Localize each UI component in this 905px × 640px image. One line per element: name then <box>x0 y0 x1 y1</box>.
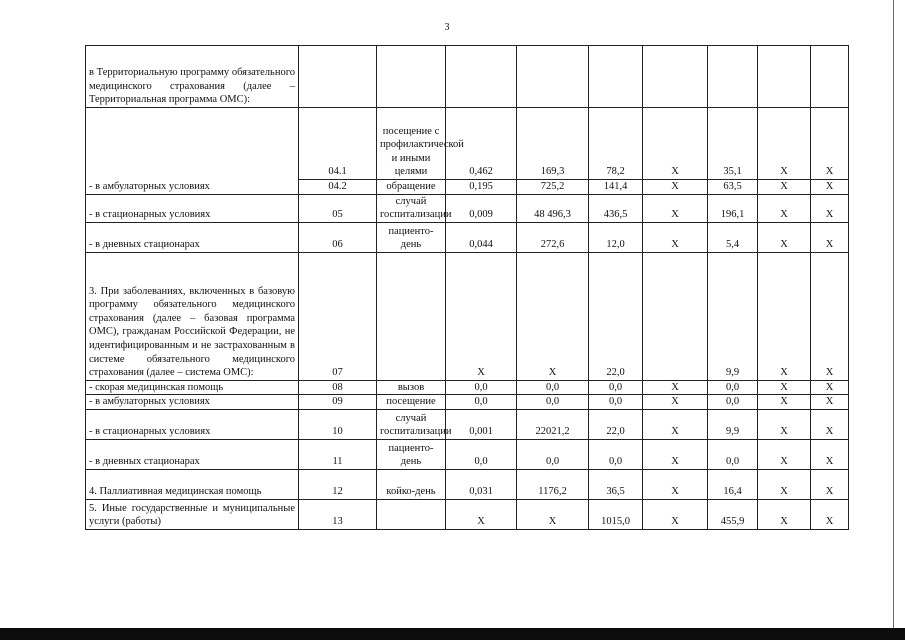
cell-value: X <box>811 108 849 180</box>
scan-bottom-border <box>0 628 905 640</box>
cell-value: X <box>758 194 811 222</box>
cell-value: 78,2 <box>589 108 643 180</box>
cell-value: X <box>811 194 849 222</box>
table-row <box>86 222 849 252</box>
cell-value: X <box>643 499 708 529</box>
cell-value: X <box>643 409 708 439</box>
row-unit <box>377 252 446 380</box>
cell-value: X <box>758 499 811 529</box>
cell-value <box>811 46 849 108</box>
row-unit: посещение с профилактической и иными целями <box>377 108 446 180</box>
data-table <box>85 45 849 530</box>
cell-value: X <box>643 395 708 410</box>
row-number: 04.1 <box>299 108 377 180</box>
cell-value <box>643 46 708 108</box>
row-unit <box>377 46 446 108</box>
cell-value: 0,0 <box>446 439 517 469</box>
row-name: 5. Иные государственные и муниципальные услуги (работы) <box>86 499 299 529</box>
cell-value: 725,2 <box>517 180 589 195</box>
row-number: 06 <box>299 222 377 252</box>
row-number: 08 <box>299 380 377 395</box>
cell-value: 16,4 <box>708 469 758 499</box>
row-name: - в стационарных условиях <box>86 409 299 439</box>
row-unit: случай госпитализации <box>377 194 446 222</box>
row-name: - в стационарных условиях <box>86 194 299 222</box>
cell-value: X <box>517 252 589 380</box>
cell-value <box>446 46 517 108</box>
row-number: 11 <box>299 439 377 469</box>
cell-value: 0,462 <box>446 108 517 180</box>
table-row <box>86 395 849 410</box>
cell-value: 63,5 <box>708 180 758 195</box>
row-number: 10 <box>299 409 377 439</box>
cell-value: 0,0 <box>589 395 643 410</box>
row-name: - в дневных стационарах <box>86 222 299 252</box>
cell-value: X <box>811 469 849 499</box>
cell-value: X <box>811 409 849 439</box>
row-number: 12 <box>299 469 377 499</box>
cell-value: X <box>643 194 708 222</box>
cell-value: X <box>811 439 849 469</box>
cell-value: X <box>758 252 811 380</box>
cell-value: 1015,0 <box>589 499 643 529</box>
cell-value: X <box>758 409 811 439</box>
cell-value: 0,0 <box>517 439 589 469</box>
cell-value: 0,0 <box>517 395 589 410</box>
row-name: - в амбулаторных условиях <box>86 395 299 410</box>
cell-value: 272,6 <box>517 222 589 252</box>
cell-value: 0,0 <box>589 439 643 469</box>
cell-value: X <box>758 108 811 180</box>
cell-value: X <box>643 180 708 195</box>
cell-value: X <box>446 252 517 380</box>
row-name: - скорая медицинская помощь <box>86 380 299 395</box>
cell-value: 0,001 <box>446 409 517 439</box>
cell-value: X <box>811 499 849 529</box>
cell-value: X <box>811 180 849 195</box>
cell-value: 22021,2 <box>517 409 589 439</box>
table-row <box>86 380 849 395</box>
cell-value: 0,0 <box>708 439 758 469</box>
cell-value: X <box>811 252 849 380</box>
cell-value: 22,0 <box>589 252 643 380</box>
cell-value: X <box>811 380 849 395</box>
row-name: - в амбулаторных условиях <box>86 108 299 195</box>
page-number: 3 <box>444 22 450 33</box>
cell-value: X <box>758 222 811 252</box>
cell-value <box>589 46 643 108</box>
cell-value: 9,9 <box>708 252 758 380</box>
table-row <box>86 252 849 380</box>
cell-value: X <box>517 499 589 529</box>
cell-value: 9,9 <box>708 409 758 439</box>
cell-value: 36,5 <box>589 469 643 499</box>
table-row <box>86 108 849 180</box>
cell-value: 141,4 <box>589 180 643 195</box>
cell-value: X <box>643 439 708 469</box>
row-number: 05 <box>299 194 377 222</box>
table-row <box>86 46 849 108</box>
cell-value: 169,3 <box>517 108 589 180</box>
cell-value: 12,0 <box>589 222 643 252</box>
row-name: 3. При заболеваниях, включенных в базовую программу обязательного медицинского страхования (далее – базовая программа ОМС), гражданам Российской Федерации, не идентифицированным и не застрахованным в системе обязательного медицинского страхования (далее – система ОМС): <box>86 252 299 380</box>
cell-value: 0,031 <box>446 469 517 499</box>
cell-value: 0,009 <box>446 194 517 222</box>
cell-value: 0,0 <box>517 380 589 395</box>
cell-value: 0,0 <box>708 395 758 410</box>
cell-value: X <box>643 108 708 180</box>
cell-value <box>517 46 589 108</box>
cell-value: X <box>643 469 708 499</box>
row-unit: обращение <box>377 180 446 195</box>
cell-value: 0,0 <box>446 380 517 395</box>
row-unit <box>377 499 446 529</box>
cell-value <box>643 252 708 380</box>
cell-value: 0,0 <box>446 395 517 410</box>
table-row <box>86 194 849 222</box>
cell-value <box>758 46 811 108</box>
table-row <box>86 409 849 439</box>
cell-value: 0,195 <box>446 180 517 195</box>
row-number <box>299 46 377 108</box>
cell-value: X <box>758 395 811 410</box>
cell-value: X <box>643 222 708 252</box>
table-row <box>86 439 849 469</box>
row-unit: койко-день <box>377 469 446 499</box>
cell-value: X <box>758 439 811 469</box>
cell-value: 196,1 <box>708 194 758 222</box>
row-number: 13 <box>299 499 377 529</box>
scan-edge-line <box>893 0 894 628</box>
row-number: 04.2 <box>299 180 377 195</box>
cell-value: 22,0 <box>589 409 643 439</box>
cell-value: X <box>758 469 811 499</box>
cell-value: X <box>643 380 708 395</box>
row-number: 07 <box>299 252 377 380</box>
cell-value: 455,9 <box>708 499 758 529</box>
cell-value: 5,4 <box>708 222 758 252</box>
cell-value <box>708 46 758 108</box>
cell-value: X <box>811 395 849 410</box>
row-name: 4. Паллиативная медицинская помощь <box>86 469 299 499</box>
row-unit: вызов <box>377 380 446 395</box>
cell-value: 0,044 <box>446 222 517 252</box>
row-unit: пациенто-день <box>377 439 446 469</box>
row-number: 09 <box>299 395 377 410</box>
row-unit: посещение <box>377 395 446 410</box>
row-unit: случай госпитализации <box>377 409 446 439</box>
row-name: в Территориальную программу обязательного медицинского страхования (далее – Территориальная программа ОМС): <box>86 46 299 108</box>
cell-value: X <box>446 499 517 529</box>
cell-value: 35,1 <box>708 108 758 180</box>
cell-value: 0,0 <box>589 380 643 395</box>
cell-value: 1176,2 <box>517 469 589 499</box>
cell-value: 48 496,3 <box>517 194 589 222</box>
cell-value: 436,5 <box>589 194 643 222</box>
cell-value: X <box>758 180 811 195</box>
row-unit: пациенто-день <box>377 222 446 252</box>
row-name: - в дневных стационарах <box>86 439 299 469</box>
table-row <box>86 469 849 499</box>
cell-value: X <box>811 222 849 252</box>
cell-value: 0,0 <box>708 380 758 395</box>
cell-value: X <box>758 380 811 395</box>
table-row <box>86 499 849 529</box>
